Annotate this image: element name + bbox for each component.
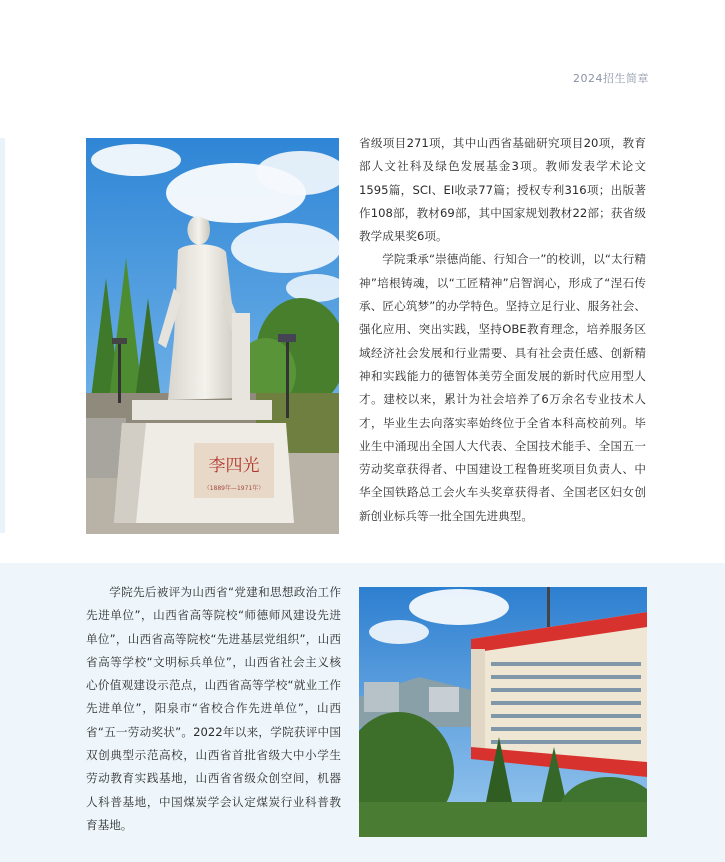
paragraph-motto: 学院秉承“崇德尚能、行知合一”的校训，以“太行精神”培根铸魂，以“工匠精神”启智润心，形成了“涅石传承、匠心筑梦”的办学特色。坚持立足行业、服务社会、强化应用、突出实践，坚持OBE教育理念，培养服务区域经济社会发展和行业需要、具有社会责任感、创新精神和实践能力的德智体美劳全面发展的新时代应用型人才。建校以来，累计为社会培养了6万余名专业技术人才，毕业生去向落实率始终位于全省本科高校前列。毕业生中涌现出全国人大代表、全国技术能手、全国五一劳动奖章获得者、中国建设工程鲁班奖项目负责人、中华全国铁路总工会火车头奖章获得者、全国老区妇女创新创业标兵等一批全国先进典型。: [359, 252, 646, 523]
intro-text-top: [359, 132, 646, 528]
campus-building-photo: [359, 587, 647, 837]
statue-photo: [86, 138, 339, 534]
paragraph-honors: 学院先后被评为山西省“党建和思想政治工作先进单位”，山西省高等院校“师德师风建设先进单位”，山西省高等院校“先进基层党组织”，山西省高等学校“文明标兵单位”，山西省社会主义核心价值观建设示范点，山西省高等学校“就业工作先进单位”，阳泉市“省校合作先进单位”，山西省“五一劳动奖状”。2022年以来，学院获评中国双创典型示范高校，山西省首批省级大中小学生劳动教育实践基地，山西省省级众创空间，机器人科普基地，中国煤炭学会认定煤炭行业科普教育基地。: [86, 585, 341, 832]
left-accent-bar: [0, 138, 5, 533]
statue-plaque-dates: （1889年—1971年）: [203, 485, 265, 492]
paragraph-research-stats: 省级项目271项，其中山西省基础研究项目20项，教育部人文社科及绿色发展基金3项。教师发表学术论文1595篇，SCI、EI收录77篇；授权专利316项；出版著作108部，教材69部，其中国家规划教材22部；获省级教学成果奖6项。: [359, 136, 646, 244]
brochure-header-label: 2024招生简章: [573, 72, 649, 85]
statue-plaque-name: 李四光: [208, 456, 260, 476]
